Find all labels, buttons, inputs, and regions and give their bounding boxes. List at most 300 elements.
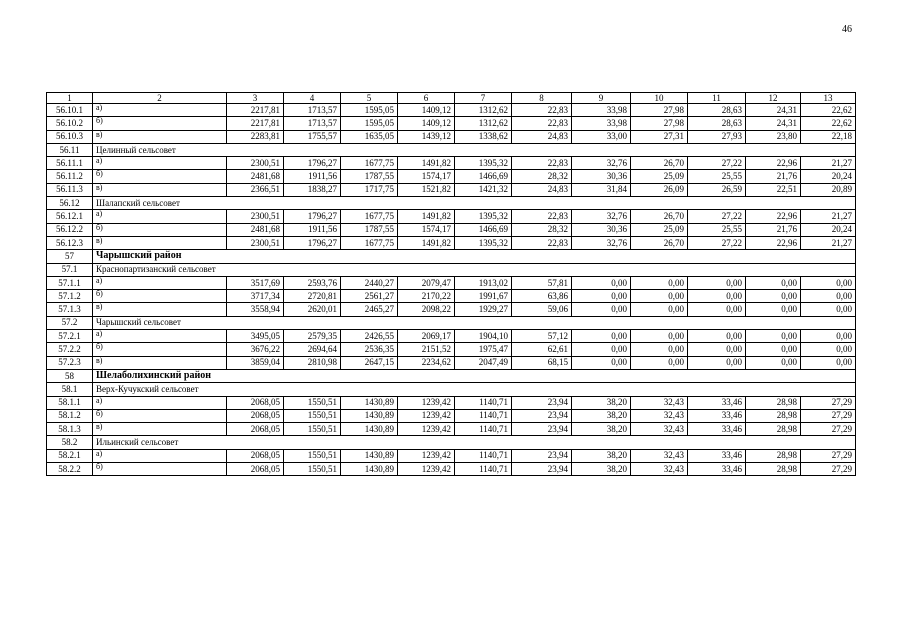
table-cell: 0,00 xyxy=(688,330,746,343)
table-cell: 57,81 xyxy=(512,276,572,289)
table-cell: 1239,42 xyxy=(398,449,455,462)
table-cell: 3517,69 xyxy=(227,276,284,289)
table-cell: 30,36 xyxy=(572,223,631,236)
table-cell: 26,09 xyxy=(631,183,688,196)
table-cell: 28,63 xyxy=(688,104,746,117)
table-cell: 22,96 xyxy=(746,157,801,170)
table-cell: 1491,82 xyxy=(398,236,455,249)
table-cell: 1550,51 xyxy=(284,409,341,422)
table-cell: 2536,35 xyxy=(341,343,398,356)
table-row xyxy=(47,449,856,462)
row-sublabel: в) xyxy=(93,303,227,316)
table-cell: 2426,55 xyxy=(341,330,398,343)
table-cell: 22,62 xyxy=(801,117,856,130)
table-cell: 1430,89 xyxy=(341,463,398,476)
table-cell: 0,00 xyxy=(572,290,631,303)
table-cell: 2366,51 xyxy=(227,183,284,196)
table-cell: 21,27 xyxy=(801,236,856,249)
table-cell: 33,00 xyxy=(572,130,631,143)
table-cell: 1991,67 xyxy=(455,290,512,303)
table-cell: 1409,12 xyxy=(398,117,455,130)
row-code: 57.2 xyxy=(47,316,93,329)
table-cell: 22,96 xyxy=(746,236,801,249)
table-cell: 38,20 xyxy=(572,396,631,409)
table-cell: 33,46 xyxy=(688,423,746,436)
table-cell: 25,09 xyxy=(631,170,688,183)
table-cell: 1466,69 xyxy=(455,170,512,183)
table-cell: 33,98 xyxy=(572,117,631,130)
table-cell: 24,83 xyxy=(512,130,572,143)
table-cell: 2234,62 xyxy=(398,356,455,369)
table-cell: 32,43 xyxy=(631,449,688,462)
table-row xyxy=(47,423,856,436)
table-cell: 1677,75 xyxy=(341,157,398,170)
table-cell: 33,46 xyxy=(688,396,746,409)
column-header: 1 xyxy=(47,93,93,104)
table-cell: 2561,27 xyxy=(341,290,398,303)
table-cell: 33,98 xyxy=(572,104,631,117)
column-header: 4 xyxy=(284,93,341,104)
district-title: Чарышский район xyxy=(93,250,856,263)
table-cell: 27,29 xyxy=(801,463,856,476)
table-cell: 28,98 xyxy=(746,449,801,462)
table-cell: 0,00 xyxy=(801,290,856,303)
table-cell: 21,27 xyxy=(801,157,856,170)
table-cell: 24,31 xyxy=(746,117,801,130)
row-code: 58 xyxy=(47,369,93,382)
table-cell: 3558,94 xyxy=(227,303,284,316)
selsovet-title: Шалапский сельсовет xyxy=(93,197,856,210)
table-cell: 0,00 xyxy=(801,276,856,289)
table-cell: 23,94 xyxy=(512,423,572,436)
table-cell: 1140,71 xyxy=(455,423,512,436)
table-cell: 28,32 xyxy=(512,223,572,236)
table-cell: 3495,05 xyxy=(227,330,284,343)
table-cell: 1574,17 xyxy=(398,170,455,183)
table-cell: 27,29 xyxy=(801,409,856,422)
table-cell: 0,00 xyxy=(572,330,631,343)
table-cell: 26,70 xyxy=(631,236,688,249)
table-cell: 22,51 xyxy=(746,183,801,196)
table-cell: 63,86 xyxy=(512,290,572,303)
table-cell: 25,55 xyxy=(688,170,746,183)
table-cell: 2217,81 xyxy=(227,117,284,130)
table-cell: 27,29 xyxy=(801,449,856,462)
selsovet-row xyxy=(47,316,856,329)
table-cell: 30,36 xyxy=(572,170,631,183)
row-code: 56.11 xyxy=(47,143,93,156)
table-cell: 1312,62 xyxy=(455,104,512,117)
table-row xyxy=(47,170,856,183)
row-code: 57.1.3 xyxy=(47,303,93,316)
table-cell: 0,00 xyxy=(746,356,801,369)
table-cell: 1312,62 xyxy=(455,117,512,130)
row-code: 56.12 xyxy=(47,197,93,210)
row-code: 58.1.3 xyxy=(47,423,93,436)
table-cell: 2098,22 xyxy=(398,303,455,316)
table-row xyxy=(47,330,856,343)
table-row xyxy=(47,236,856,249)
row-sublabel: а) xyxy=(93,210,227,223)
table-cell: 33,46 xyxy=(688,449,746,462)
table-cell: 1521,82 xyxy=(398,183,455,196)
selsovet-row xyxy=(47,197,856,210)
table-cell: 0,00 xyxy=(688,356,746,369)
selsovet-title: Ильинский сельсовет xyxy=(93,436,856,449)
table-cell: 22,62 xyxy=(801,104,856,117)
row-sublabel: а) xyxy=(93,276,227,289)
table-cell: 1574,17 xyxy=(398,223,455,236)
table-cell: 1550,51 xyxy=(284,463,341,476)
column-header: 6 xyxy=(398,93,455,104)
column-header: 11 xyxy=(688,93,746,104)
row-code: 56.11.2 xyxy=(47,170,93,183)
table-cell: 1430,89 xyxy=(341,449,398,462)
table-cell: 2068,05 xyxy=(227,423,284,436)
table-cell: 27,93 xyxy=(688,130,746,143)
table-cell: 1466,69 xyxy=(455,223,512,236)
table-cell: 59,06 xyxy=(512,303,572,316)
table-cell: 1755,57 xyxy=(284,130,341,143)
table-cell: 0,00 xyxy=(572,356,631,369)
table-cell: 28,32 xyxy=(512,170,572,183)
row-code: 58.2.1 xyxy=(47,449,93,462)
table-cell: 0,00 xyxy=(572,343,631,356)
table-cell: 27,31 xyxy=(631,130,688,143)
table-cell: 1787,55 xyxy=(341,223,398,236)
row-code: 57.1.1 xyxy=(47,276,93,289)
table-cell: 32,43 xyxy=(631,463,688,476)
row-code: 56.12.3 xyxy=(47,236,93,249)
table-cell: 32,43 xyxy=(631,409,688,422)
table-cell: 1395,32 xyxy=(455,236,512,249)
table-cell: 20,24 xyxy=(801,223,856,236)
table-cell: 26,70 xyxy=(631,210,688,223)
table-cell: 2068,05 xyxy=(227,463,284,476)
table-cell: 33,46 xyxy=(688,463,746,476)
table-cell: 27,22 xyxy=(688,236,746,249)
table-cell: 32,76 xyxy=(572,157,631,170)
row-code: 57.1 xyxy=(47,263,93,276)
table-cell: 2300,51 xyxy=(227,210,284,223)
table-cell: 2068,05 xyxy=(227,449,284,462)
tariff-table xyxy=(46,92,856,476)
table-cell: 1911,56 xyxy=(284,170,341,183)
table-cell: 3717,34 xyxy=(227,290,284,303)
table-cell: 68,15 xyxy=(512,356,572,369)
row-sublabel: в) xyxy=(93,356,227,369)
table-body xyxy=(47,93,856,476)
table-cell: 23,94 xyxy=(512,449,572,462)
table-cell: 0,00 xyxy=(572,276,631,289)
row-sublabel: а) xyxy=(93,330,227,343)
table-cell: 2810,98 xyxy=(284,356,341,369)
table-cell: 28,63 xyxy=(688,117,746,130)
table-cell: 2079,47 xyxy=(398,276,455,289)
table-cell: 27,98 xyxy=(631,104,688,117)
column-header: 9 xyxy=(572,93,631,104)
table-cell: 20,24 xyxy=(801,170,856,183)
row-sublabel: а) xyxy=(93,396,227,409)
row-code: 57.1.2 xyxy=(47,290,93,303)
table-cell: 62,61 xyxy=(512,343,572,356)
header-row xyxy=(47,93,856,104)
table-cell: 27,22 xyxy=(688,157,746,170)
table-cell: 1239,42 xyxy=(398,396,455,409)
table-cell: 2694,64 xyxy=(284,343,341,356)
table-cell: 1796,27 xyxy=(284,157,341,170)
table-cell: 0,00 xyxy=(631,290,688,303)
table-cell: 0,00 xyxy=(688,276,746,289)
table-cell: 0,00 xyxy=(746,303,801,316)
table-cell: 1239,42 xyxy=(398,409,455,422)
row-sublabel: б) xyxy=(93,117,227,130)
row-code: 57.2.1 xyxy=(47,330,93,343)
table-cell: 3859,04 xyxy=(227,356,284,369)
table-cell: 1550,51 xyxy=(284,449,341,462)
row-code: 56.11.1 xyxy=(47,157,93,170)
selsovet-row xyxy=(47,383,856,396)
table-cell: 2170,22 xyxy=(398,290,455,303)
table-cell: 2217,81 xyxy=(227,104,284,117)
table-cell: 0,00 xyxy=(688,303,746,316)
table-cell: 1430,89 xyxy=(341,423,398,436)
table-cell: 2593,76 xyxy=(284,276,341,289)
table-cell: 28,98 xyxy=(746,463,801,476)
column-header: 2 xyxy=(93,93,227,104)
table-cell: 1395,32 xyxy=(455,210,512,223)
table-cell: 1430,89 xyxy=(341,396,398,409)
table-cell: 1595,05 xyxy=(341,104,398,117)
table-cell: 0,00 xyxy=(688,343,746,356)
table-cell: 0,00 xyxy=(746,330,801,343)
table-cell: 2481,68 xyxy=(227,170,284,183)
row-sublabel: в) xyxy=(93,423,227,436)
row-code: 56.12.2 xyxy=(47,223,93,236)
table-cell: 28,98 xyxy=(746,396,801,409)
table-cell: 0,00 xyxy=(746,343,801,356)
table-cell: 1140,71 xyxy=(455,396,512,409)
table-row xyxy=(47,276,856,289)
table-cell: 2047,49 xyxy=(455,356,512,369)
table-cell: 2068,05 xyxy=(227,396,284,409)
table-cell: 3676,22 xyxy=(227,343,284,356)
row-code: 58.2.2 xyxy=(47,463,93,476)
row-code: 56.12.1 xyxy=(47,210,93,223)
table-cell: 38,20 xyxy=(572,409,631,422)
table-row xyxy=(47,104,856,117)
table-cell: 2579,35 xyxy=(284,330,341,343)
table-cell: 2283,81 xyxy=(227,130,284,143)
table-cell: 0,00 xyxy=(746,276,801,289)
table-cell: 22,83 xyxy=(512,117,572,130)
table-row xyxy=(47,290,856,303)
table-cell: 1239,42 xyxy=(398,423,455,436)
table-cell: 22,83 xyxy=(512,157,572,170)
selsovet-row xyxy=(47,263,856,276)
table-cell: 0,00 xyxy=(801,356,856,369)
table-row xyxy=(47,343,856,356)
table-cell: 22,83 xyxy=(512,210,572,223)
table-cell: 1796,27 xyxy=(284,210,341,223)
table-row xyxy=(47,463,856,476)
selsovet-title: Верх-Кучукский сельсовет xyxy=(93,383,856,396)
row-sublabel: б) xyxy=(93,290,227,303)
row-code: 58.1.1 xyxy=(47,396,93,409)
column-header: 5 xyxy=(341,93,398,104)
table-cell: 0,00 xyxy=(572,303,631,316)
table-cell: 27,98 xyxy=(631,117,688,130)
selsovet-row xyxy=(47,143,856,156)
table-cell: 2481,68 xyxy=(227,223,284,236)
row-code: 57.2.3 xyxy=(47,356,93,369)
table-cell: 0,00 xyxy=(631,356,688,369)
table-cell: 1140,71 xyxy=(455,463,512,476)
table-cell: 24,31 xyxy=(746,104,801,117)
table-cell: 32,43 xyxy=(631,423,688,436)
row-code: 56.10.3 xyxy=(47,130,93,143)
table-cell: 2620,01 xyxy=(284,303,341,316)
table-cell: 1677,75 xyxy=(341,210,398,223)
row-code: 56.11.3 xyxy=(47,183,93,196)
table-cell: 1491,82 xyxy=(398,210,455,223)
table-cell: 21,27 xyxy=(801,210,856,223)
table-cell: 22,83 xyxy=(512,104,572,117)
table-cell: 20,89 xyxy=(801,183,856,196)
table-cell: 1796,27 xyxy=(284,236,341,249)
table-cell: 2151,52 xyxy=(398,343,455,356)
table-cell: 0,00 xyxy=(801,303,856,316)
table-cell: 1395,32 xyxy=(455,157,512,170)
table-row xyxy=(47,223,856,236)
district-row xyxy=(47,250,856,263)
table-cell: 2720,81 xyxy=(284,290,341,303)
table-cell: 28,98 xyxy=(746,409,801,422)
row-sublabel: б) xyxy=(93,170,227,183)
table-cell: 1904,10 xyxy=(455,330,512,343)
table-cell: 32,76 xyxy=(572,236,631,249)
district-title: Шелаболихинский район xyxy=(93,369,856,382)
row-code: 58.1 xyxy=(47,383,93,396)
table-row xyxy=(47,130,856,143)
table-cell: 1239,42 xyxy=(398,463,455,476)
table-cell: 0,00 xyxy=(631,276,688,289)
table-cell: 21,76 xyxy=(746,223,801,236)
table-cell: 1787,55 xyxy=(341,170,398,183)
table-cell: 0,00 xyxy=(688,290,746,303)
row-sublabel: б) xyxy=(93,343,227,356)
table-cell: 33,46 xyxy=(688,409,746,422)
row-code: 56.10.1 xyxy=(47,104,93,117)
table-row xyxy=(47,210,856,223)
table-cell: 38,20 xyxy=(572,423,631,436)
table-cell: 26,59 xyxy=(688,183,746,196)
table-cell: 22,83 xyxy=(512,236,572,249)
selsovet-title: Целинный сельсовет xyxy=(93,143,856,156)
table-cell: 38,20 xyxy=(572,463,631,476)
table-cell: 1140,71 xyxy=(455,409,512,422)
table-cell: 57,12 xyxy=(512,330,572,343)
table-cell: 0,00 xyxy=(801,330,856,343)
row-code: 58.1.2 xyxy=(47,409,93,422)
table-cell: 2068,05 xyxy=(227,409,284,422)
table-row xyxy=(47,117,856,130)
table-cell: 0,00 xyxy=(801,343,856,356)
table-cell: 25,55 xyxy=(688,223,746,236)
row-sublabel: в) xyxy=(93,236,227,249)
table-cell: 1595,05 xyxy=(341,117,398,130)
row-code: 57 xyxy=(47,250,93,263)
row-sublabel: а) xyxy=(93,104,227,117)
table-cell: 1491,82 xyxy=(398,157,455,170)
table-cell: 1911,56 xyxy=(284,223,341,236)
column-header: 10 xyxy=(631,93,688,104)
table-cell: 1717,75 xyxy=(341,183,398,196)
table-cell: 0,00 xyxy=(631,330,688,343)
row-sublabel: в) xyxy=(93,130,227,143)
table-cell: 2069,17 xyxy=(398,330,455,343)
table-cell: 22,18 xyxy=(801,130,856,143)
table-cell: 27,29 xyxy=(801,396,856,409)
table-cell: 23,94 xyxy=(512,409,572,422)
column-header: 12 xyxy=(746,93,801,104)
table-cell: 2300,51 xyxy=(227,236,284,249)
table-row xyxy=(47,409,856,422)
row-code: 57.2.2 xyxy=(47,343,93,356)
table-cell: 1713,57 xyxy=(284,104,341,117)
table-cell: 1550,51 xyxy=(284,396,341,409)
table-cell: 0,00 xyxy=(746,290,801,303)
table-cell: 1677,75 xyxy=(341,236,398,249)
table-cell: 1975,47 xyxy=(455,343,512,356)
table-cell: 2300,51 xyxy=(227,157,284,170)
row-code: 58.2 xyxy=(47,436,93,449)
table-row xyxy=(47,303,856,316)
row-sublabel: б) xyxy=(93,463,227,476)
table-cell: 23,94 xyxy=(512,396,572,409)
selsovet-title: Краснопартизанский сельсовет xyxy=(93,263,856,276)
table-cell: 1550,51 xyxy=(284,423,341,436)
table-cell: 0,00 xyxy=(631,343,688,356)
table-cell: 27,29 xyxy=(801,423,856,436)
table-cell: 21,76 xyxy=(746,170,801,183)
table-cell: 1430,89 xyxy=(341,409,398,422)
page-number: 46 xyxy=(842,24,852,35)
table-cell: 26,70 xyxy=(631,157,688,170)
table-cell: 23,80 xyxy=(746,130,801,143)
table-cell: 24,83 xyxy=(512,183,572,196)
table-cell: 1409,12 xyxy=(398,104,455,117)
row-sublabel: в) xyxy=(93,183,227,196)
table-row xyxy=(47,183,856,196)
table-cell: 22,96 xyxy=(746,210,801,223)
table-cell: 27,22 xyxy=(688,210,746,223)
table-cell: 2465,27 xyxy=(341,303,398,316)
table-cell: 1929,27 xyxy=(455,303,512,316)
table-cell: 32,43 xyxy=(631,396,688,409)
table-cell: 1913,02 xyxy=(455,276,512,289)
table-cell: 32,76 xyxy=(572,210,631,223)
column-header: 7 xyxy=(455,93,512,104)
column-header: 3 xyxy=(227,93,284,104)
table-cell: 1838,27 xyxy=(284,183,341,196)
selsovet-title: Чарышский сельсовет xyxy=(93,316,856,329)
table-cell: 1421,32 xyxy=(455,183,512,196)
table-cell: 28,98 xyxy=(746,423,801,436)
table-cell: 25,09 xyxy=(631,223,688,236)
table-cell: 31,84 xyxy=(572,183,631,196)
row-sublabel: б) xyxy=(93,223,227,236)
